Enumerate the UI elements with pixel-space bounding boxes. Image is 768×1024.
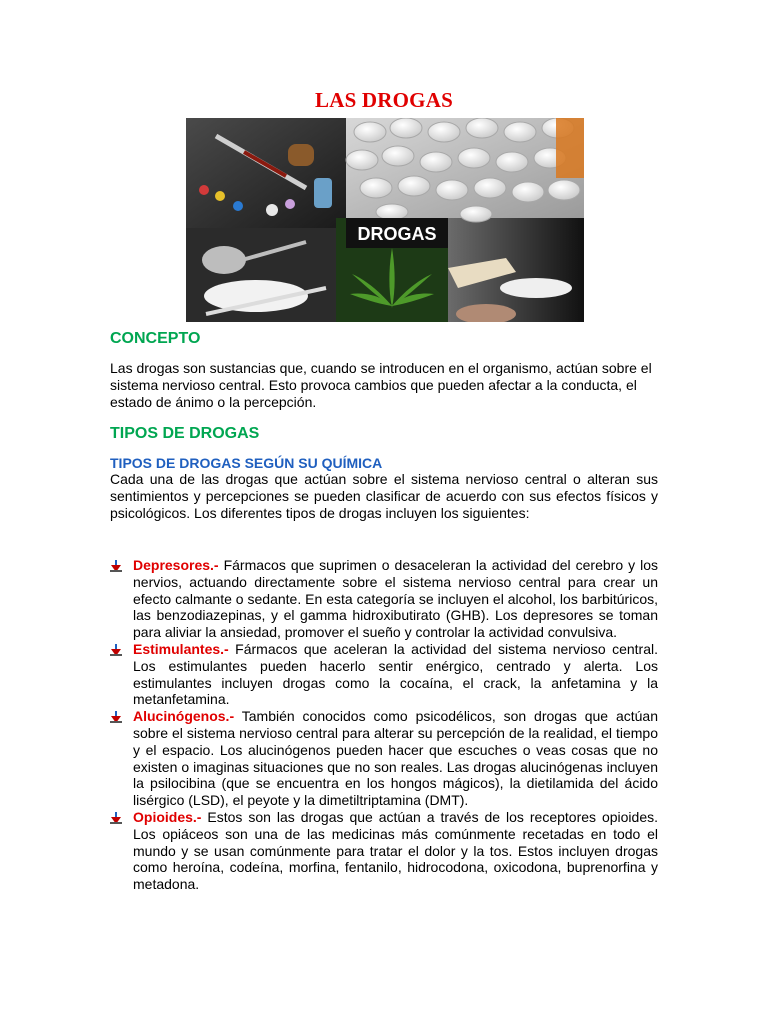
list-item	[110, 641, 658, 708]
list-item-text: Estos son las drogas que actúan a través de los receptores opioides. Los opiáceos son una de las medicinas más comúnmente recetadas en todo el mundo y se usan comúnmente para tratar el dolor y la tos. Estos incluyen drogas como heroína, codeína, morfina, fentanilo, hidrocodona, oxicodona, buprenorfina y metadona.	[133, 808, 658, 893]
arrow-bullet-icon	[110, 711, 122, 723]
arrow-bullet-icon	[110, 560, 122, 572]
list-item-term: Alucinógenos.-	[133, 708, 235, 725]
section-heading-concepto: CONCEPTO	[110, 330, 201, 347]
list-item-text: Fármacos que suprimen o desaceleran la actividad del cerebro y los nervios, actuando directamente sobre el sistema nervioso central para crear un efecto calmante o sedante. En esta categoría se incluyen el alcohol, los barbitúricos, las benzodiazepinas, y el gamma hidroxibutirato (GHB). Los depresores se toman para aliviar la ansiedad, promover el sueño y controlar la actividad convulsiva.	[133, 557, 658, 641]
concepto-paragraph: Las drogas son sustancias que, cuando se introducen en el organismo, actúan sobre el sistema nervioso central. Esto provoca cambios que pueden afectar a la conducta, el estado de ánimo o la percepción.	[110, 360, 652, 410]
list-item-term: Opioides.-	[133, 808, 202, 825]
drugs-collage-image	[186, 118, 584, 322]
list-item	[110, 708, 658, 809]
collage-illustration	[186, 118, 584, 322]
list-item	[110, 557, 658, 641]
list-item-text: También conocidos como psicodélicos, son drogas que actúan sobre el sistema nervioso central para alterar su percepción de la realidad, el tiempo y el espacio. Los alucinógenos pueden hacer que escuches o veas cosas que no existen o imaginas situaciones que no son reales. Las drogas alucinógenas incluyen la psilocibina (que se encuentra en los hongos mágicos), la dietilamida del ácido lisérgico (LSD), el peyote y la dimetiltriptamina (DMT).	[133, 708, 658, 809]
tipos-intro-paragraph: Cada una de las drogas que actúan sobre el sistema nervioso central o alteran sus sentimientos y percepciones se pueden clasificar de acuerdo con sus efectos físicos y psicológicos. Los diferentes tipos de drogas incluyen los siguientes:	[110, 471, 658, 521]
list-item-term: Depresores.-	[133, 557, 219, 573]
section-heading-tipos: TIPOS DE DROGAS	[110, 425, 260, 442]
list-item-term: Estimulantes.-	[133, 640, 229, 657]
list-item	[110, 809, 658, 893]
list-item-text: Fármacos que aceleran la actividad del sistema nervioso central. Los estimulantes pueden hacerlo sentir enérgico, centrado y alerta. Los estimulantes incluyen drogas como la cocaína, el crack, la anfetamina y la metanfetamina.	[133, 640, 658, 708]
arrow-bullet-icon	[110, 812, 122, 824]
collage-label: DROGAS	[357, 224, 437, 244]
page-title: LAS DROGAS	[315, 88, 453, 112]
drug-types-list	[110, 557, 658, 893]
arrow-bullet-icon	[110, 644, 122, 656]
subsection-heading-quimica: TIPOS DE DROGAS SEGÚN SU QUÍMICA	[110, 455, 383, 471]
